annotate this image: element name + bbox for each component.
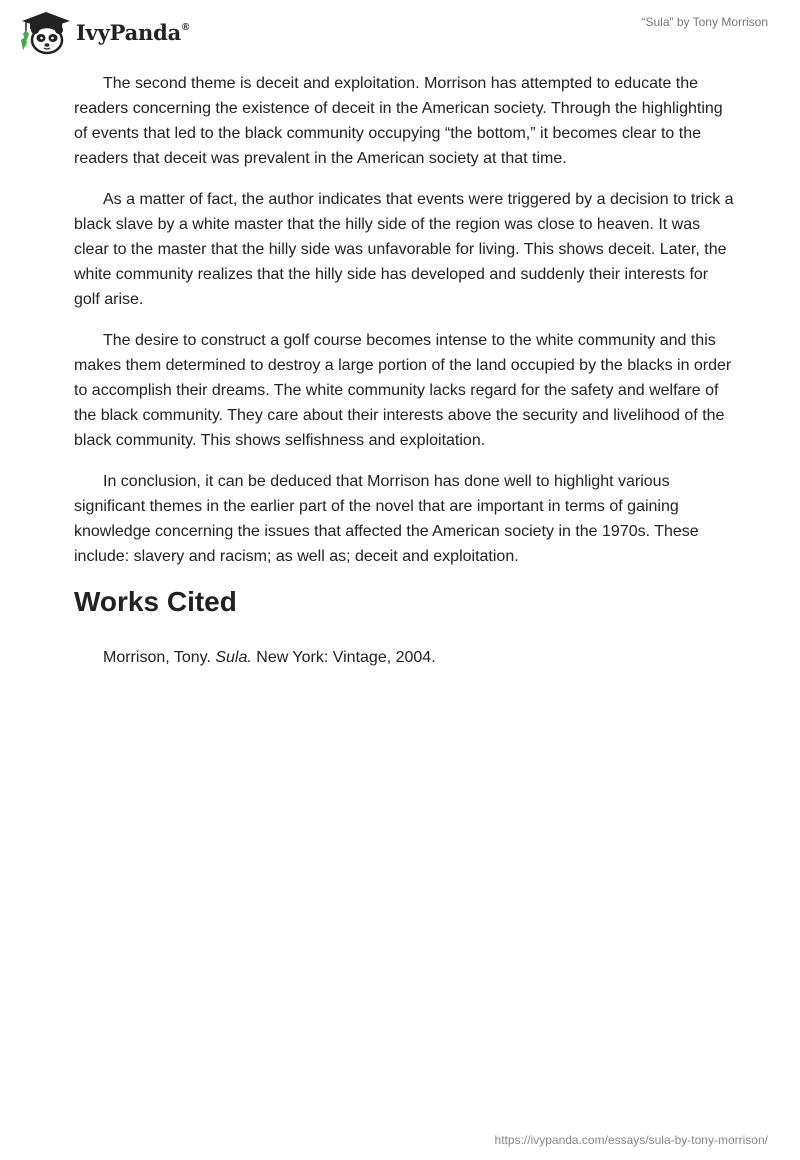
running-title: “Sula” by Tony Morrison (641, 15, 768, 29)
body-paragraph: As a matter of fact, the author indicates that events were triggered by a decision to trick a black slave by a white master that the hilly side of the region was close to heaven. It was clear to the master that the hilly side was unfavorable for living. This shows deceit. Later, the white community realizes that the hilly side has developed and suddenly their interests for golf arise. (74, 191, 734, 308)
registered-mark: ® (182, 21, 190, 33)
page-header (0, 0, 800, 60)
body-paragraph: The second theme is deceit and exploitation. Morrison has attempted to educate the readers concerning the existence of deceit in the American society. Through the highlighting of events that led to the black community occupying “the bottom,” it becomes clear to the readers that deceit was prevalent in the American society at that time. (74, 75, 723, 167)
citation-publisher: New York: Vintage, 2004. (251, 649, 436, 666)
source-url[interactable]: https://ivypanda.com/essays/sula-by-tony-morrison/ (494, 1133, 768, 1147)
essay-content (74, 71, 734, 670)
citation-author: Morrison, Tony. (103, 649, 216, 666)
works-cited-heading: Works Cited (74, 586, 237, 617)
panda-graduate-logo-icon (14, 8, 72, 56)
brand-name: IvyPanda® (76, 19, 190, 45)
citation-entry (74, 645, 734, 670)
body-paragraph: The desire to construct a golf course becomes intense to the white community and this makes them determined to destroy a large portion of the land occupied by the blacks in order to accomplish their dreams. The white community lacks regard for the safety and welfare of the black community. They care about their interests above the security and livelihood of the black community. This shows selfishness and exploitation. (74, 332, 732, 449)
body-paragraph: In conclusion, it can be deduced that Morrison has done well to highlight various significant themes in the earlier part of the novel that are important in terms of gaining knowledge concerning the issues that affected the American society in the 1970s. These include: slavery and racism; as well as; deceit and exploitation. (74, 473, 699, 565)
citation-title: Sula. (215, 649, 252, 666)
ivypanda-logo[interactable] (14, 8, 189, 56)
